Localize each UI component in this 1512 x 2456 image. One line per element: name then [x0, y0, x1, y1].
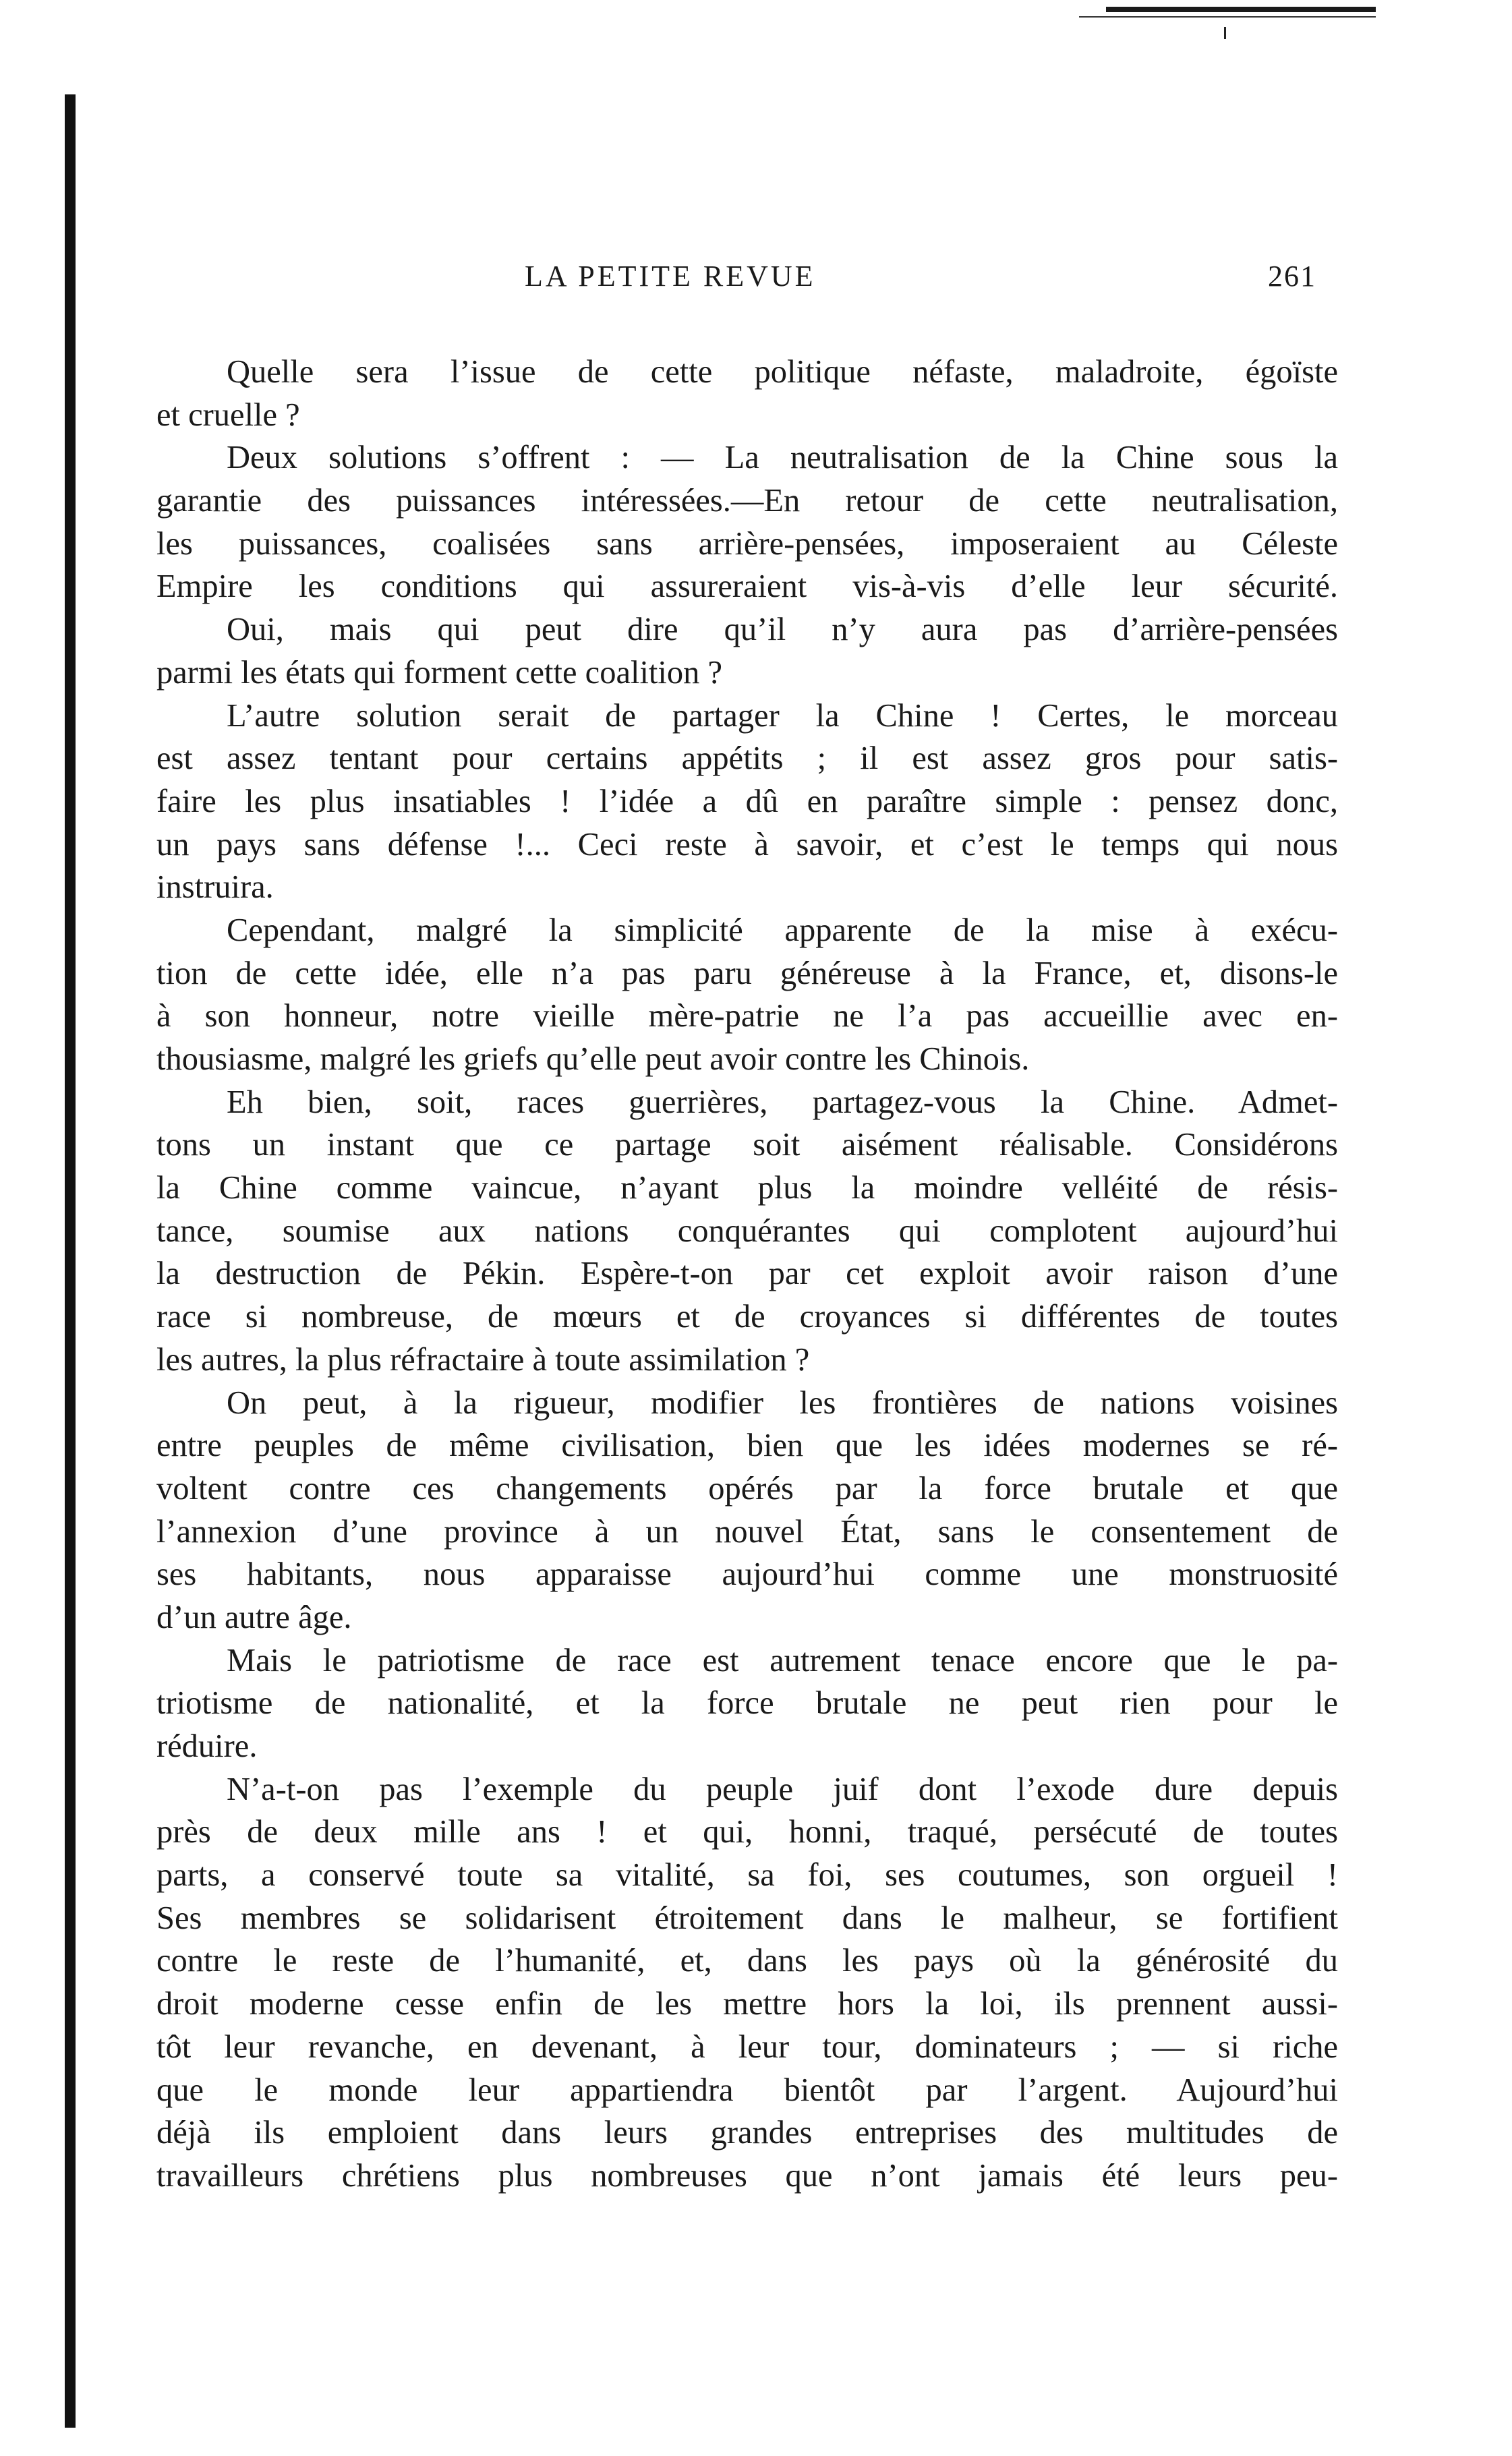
text-line: les puissances, coalisées sans arrière-pensées, imposeraient au Céleste — [156, 525, 1338, 562]
text-line: faire les plus insatiables ! l’idée a dû en paraître simple : pensez donc, — [156, 783, 1338, 819]
page-number: 261 — [1268, 260, 1316, 293]
running-head-title: LA PETITE REVUE — [525, 260, 816, 293]
text-line: N’a-t-on pas l’exemple du peuple juif dont l’exode dure depuis — [227, 1771, 1338, 1807]
text-line: à son honneur, notre vieille mère-patrie ne l’a pas accueillie avec en- — [156, 998, 1338, 1034]
text-line: la Chine comme vaincue, n’ayant plus la moindre velléité de résis- — [156, 1170, 1338, 1206]
text-line: droit moderne cesse enfin de les mettre hors la loi, ils prennent aussi- — [156, 1986, 1338, 2022]
text-line: L’autre solution serait de partager la Chine ! Certes, le morceau — [227, 697, 1338, 734]
running-head — [0, 259, 1512, 299]
text-line: garantie des puissances intéressées.—En retour de cette neutralisation, — [156, 483, 1338, 519]
text-line: entre peuples de même civilisation, bien que les idées modernes se ré- — [156, 1428, 1338, 1464]
article-body — [156, 351, 1338, 2198]
text-line: ses habitants, nous apparaisse aujourd’hui comme une monstruosité — [156, 1556, 1338, 1593]
text-line: instruira. — [156, 869, 274, 906]
text-line: race si nombreuse, de mœurs et de croyances si différentes de toutes — [156, 1299, 1338, 1335]
text-line: Quelle sera l’issue de cette politique néfaste, maladroite, égoïste — [227, 354, 1338, 390]
text-line: contre le reste de l’humanité, et, dans les pays où la générosité du — [156, 1943, 1338, 1979]
text-line: Ses membres se solidarisent étroitement dans le malheur, se fortifient — [156, 1900, 1338, 1936]
scan-speck — [1224, 27, 1226, 39]
binding-edge-shadow — [65, 94, 76, 2428]
top-edge-rule — [1106, 7, 1376, 12]
text-line: la destruction de Pékin. Espère-t-on par cet exploit avoir raison d’une — [156, 1256, 1338, 1292]
text-line: Oui, mais qui peut dire qu’il n’y aura pas d’arrière-pensées — [227, 612, 1338, 648]
text-line: l’annexion d’une province à un nouvel État, sans le consentement de — [156, 1513, 1338, 1550]
text-line: On peut, à la rigueur, modifier les frontières de nations voisines — [227, 1384, 1338, 1421]
text-line: près de deux mille ans ! et qui, honni, traqué, persécuté de toutes — [156, 1814, 1338, 1850]
text-line: est assez tentant pour certains appétits ; il est assez gros pour satis- — [156, 740, 1338, 777]
text-line: thousiasme, malgré les griefs qu’elle peut avoir contre les Chinois. — [156, 1041, 1030, 1077]
text-line: Eh bien, soit, races guerrières, partagez-vous la Chine. Admet- — [227, 1084, 1338, 1120]
text-line: parmi les états qui forment cette coalition ? — [156, 654, 723, 691]
text-line: d’un autre âge. — [156, 1599, 352, 1635]
text-line: tion de cette idée, elle n’a pas paru généreuse à la France, et, disons-le — [156, 955, 1338, 991]
text-line: Mais le patriotisme de race est autrement tenace encore que le pa- — [227, 1642, 1338, 1678]
text-line: tance, soumise aux nations conquérantes qui complotent aujourd’hui — [156, 1212, 1338, 1249]
text-line: Cependant, malgré la simplicité apparente de la mise à exécu- — [227, 912, 1338, 948]
top-edge-thin-rule — [1079, 16, 1376, 18]
text-line: Deux solutions s’offrent : — La neutralisation de la Chine sous la — [227, 440, 1338, 476]
text-line: voltent contre ces changements opérés par la force brutale et que — [156, 1470, 1338, 1507]
text-line: tons un instant que ce partage soit aisément réalisable. Considérons — [156, 1127, 1338, 1163]
text-line: et cruelle ? — [156, 397, 300, 433]
text-line: tôt leur revanche, en devenant, à leur tour, dominateurs ; — si riche — [156, 2028, 1338, 2065]
text-line: travailleurs chrétiens plus nombreuses que n’ont jamais été leurs peu- — [156, 2157, 1338, 2194]
text-line: que le monde leur appartiendra bientôt par l’argent. Aujourd’hui — [156, 2072, 1338, 2108]
text-line: Empire les conditions qui assureraient vis-à-vis d’elle leur sécurité. — [156, 568, 1338, 605]
text-line: un pays sans défense !... Ceci reste à savoir, et c’est le temps qui nous — [156, 826, 1338, 862]
text-line: les autres, la plus réfractaire à toute assimilation ? — [156, 1341, 810, 1378]
text-line: triotisme de nationalité, et la force brutale ne peut rien pour le — [156, 1685, 1338, 1722]
text-line: parts, a conservé toute sa vitalité, sa foi, ses coutumes, son orgueil ! — [156, 1857, 1338, 1894]
text-line: réduire. — [156, 1728, 258, 1764]
text-line: déjà ils emploient dans leurs grandes entreprises des multitudes de — [156, 2115, 1338, 2151]
